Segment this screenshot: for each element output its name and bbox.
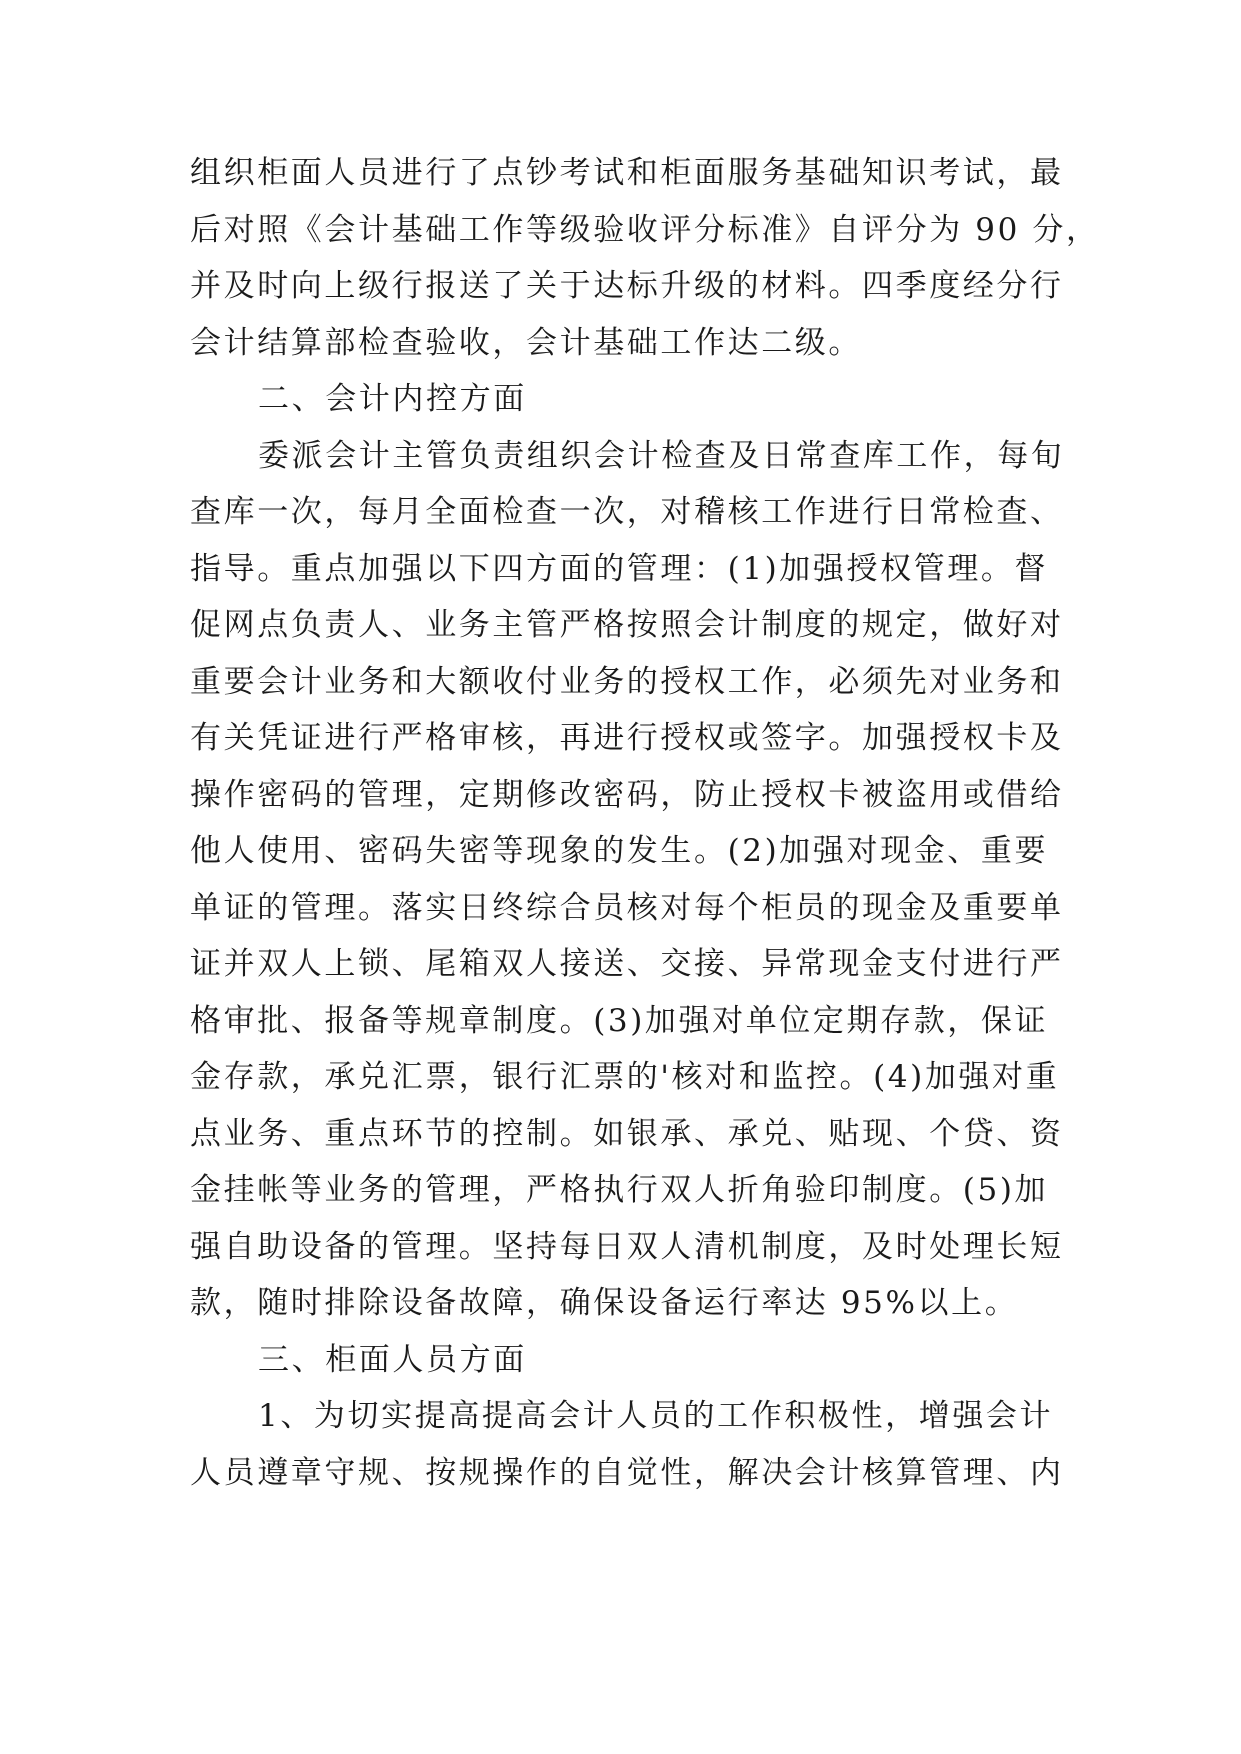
text-line: 点业务、重点环节的控制。如银承、承兑、贴现、个贷、资 <box>190 1115 1064 1152</box>
text-line: 查库一次，每月全面检查一次，对稽核工作进行日常检查、 <box>190 494 1064 530</box>
section-heading: 三、柜面人员方面 <box>258 1341 527 1378</box>
text-line: 组织柜面人员进行了点钞考试和柜面服务基础知识考试，最 <box>190 155 1064 191</box>
text-line: 金存款，承兑汇票，银行汇票的'核对和监控。(4)加强对重 <box>190 1059 1060 1095</box>
text-line: 并及时向上级行报送了关于达标升级的材料。四季度经分行 <box>190 268 1064 304</box>
text-line: 促网点负责人、业务主管严格按照会计制度的规定，做好对 <box>190 607 1064 643</box>
text-line: 1、为切实提高提高会计人员的工作积极性，增强会计 <box>258 1398 1054 1434</box>
text-line: 格审批、报备等规章制度。(3)加强对单位定期存款，保证 <box>190 1002 1049 1039</box>
text-line: 指导。重点加强以下四方面的管理：(1)加强授权管理。督 <box>190 550 1049 587</box>
text-line: 操作密码的管理，定期修改密码，防止授权卡被盗用或借给 <box>190 776 1064 813</box>
text-line: 有关凭证进行严格审核，再进行授权或签字。加强授权卡及 <box>190 720 1064 756</box>
text-line: 他人使用、密码失密等现象的发生。(2)加强对现金、重要 <box>190 833 1049 869</box>
text-line: 证并双人上锁、尾箱双人接送、交接、异常现金支付进行严 <box>190 946 1064 982</box>
text-line: 款，随时排除设备故障，确保设备运行率达 95%以上。 <box>190 1285 1019 1321</box>
section-heading: 二、会计内控方面 <box>258 381 527 417</box>
text-line: 人员遵章守规、按规操作的自觉性，解决会计核算管理、内 <box>190 1454 1064 1491</box>
text-line: 后对照《会计基础工作等级验收评分标准》自评分为 90 分， <box>190 211 1100 248</box>
text-line: 强自助设备的管理。坚持每日双人清机制度，及时处理长短 <box>190 1228 1064 1265</box>
text-line: 金挂帐等业务的管理，严格执行双人折角验印制度。(5)加 <box>190 1172 1049 1208</box>
text-line: 委派会计主管负责组织会计检查及日常查库工作，每旬 <box>258 437 1065 474</box>
text-line: 重要会计业务和大额收付业务的授权工作，必须先对业务和 <box>190 663 1064 700</box>
text-line: 会计结算部检查验收，会计基础工作达二级。 <box>190 324 862 361</box>
text-line: 单证的管理。落实日终综合员核对每个柜员的现金及重要单 <box>190 889 1064 926</box>
document-body <box>190 145 1100 1501</box>
